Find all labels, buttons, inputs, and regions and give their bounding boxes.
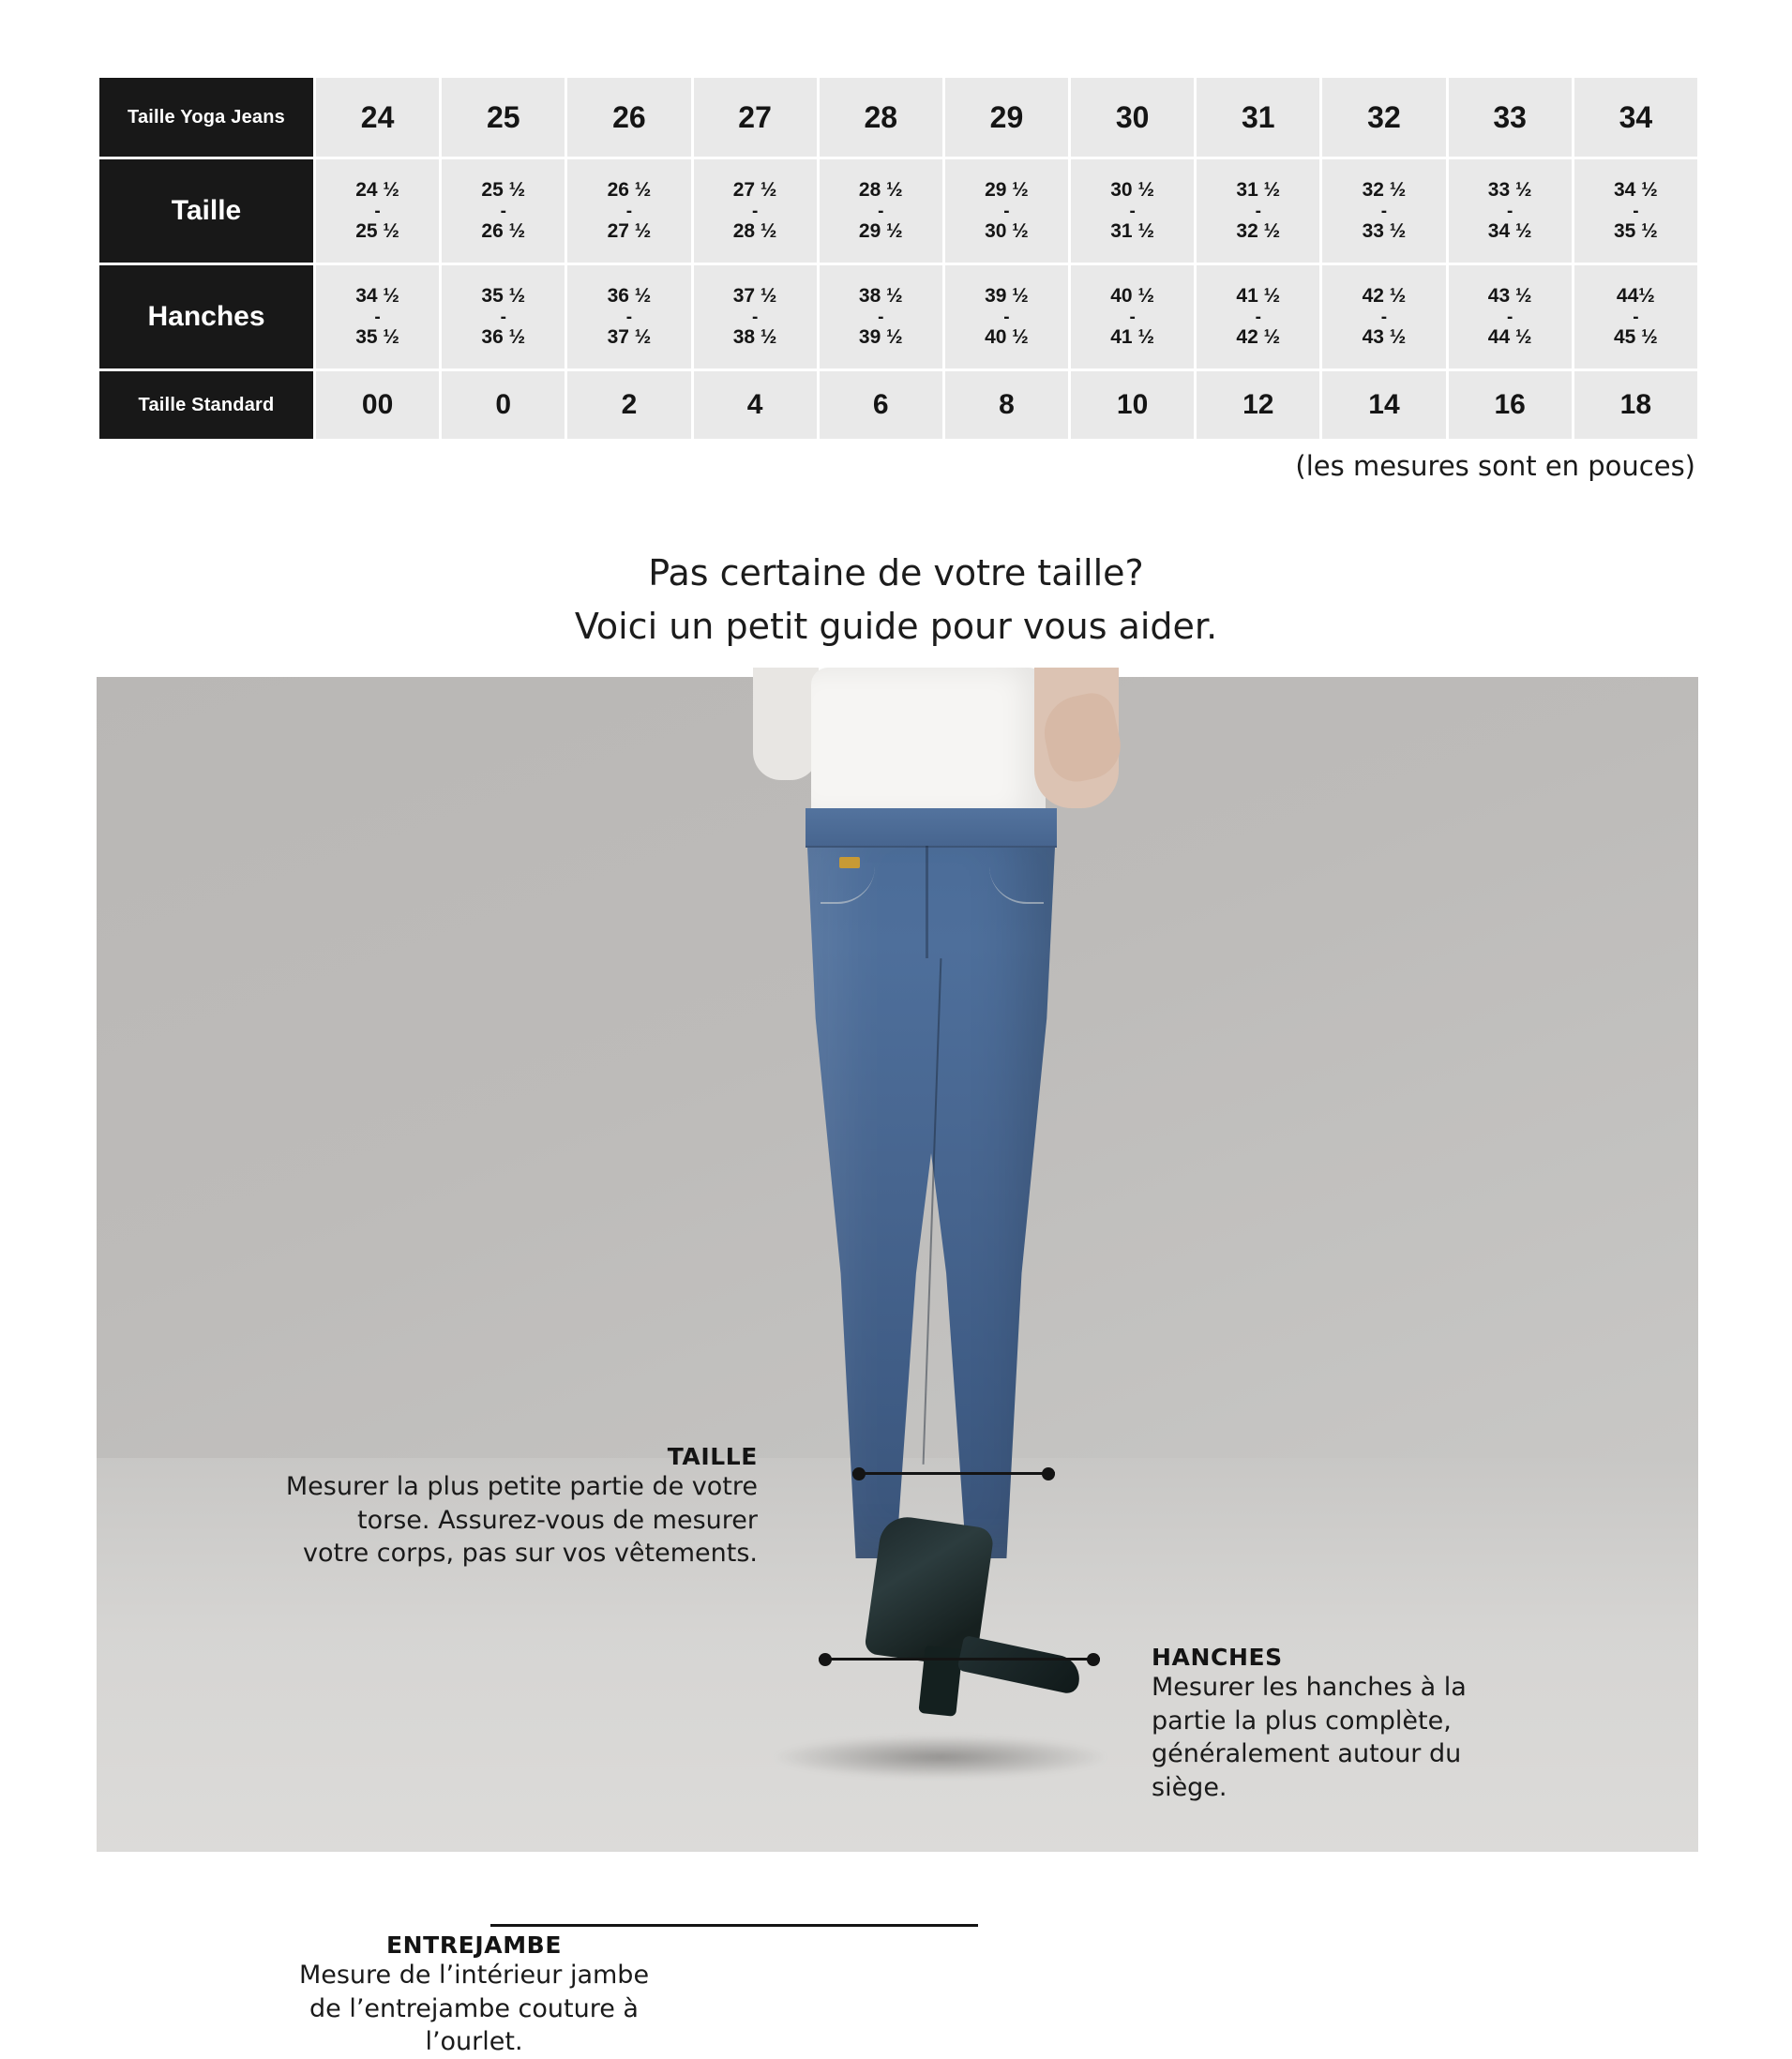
hips-min-9: 43 ½ <box>1487 285 1532 308</box>
annotation-waist-title: TAILLE <box>667 1443 758 1470</box>
cell-standard-9: 16 <box>1449 371 1572 439</box>
table-row-standard-size <box>99 371 1697 439</box>
cell-yoga-1: 25 <box>442 78 565 157</box>
guide-headline-line1: Pas certaine de votre taille? <box>648 552 1144 594</box>
cell-yoga-2: 26 <box>567 78 690 157</box>
cell-hips-10 <box>1574 265 1697 368</box>
annotation-inseam <box>284 1931 664 2059</box>
cell-yoga-8: 32 <box>1322 78 1445 157</box>
hips-max-1: 36 ½ <box>481 325 526 348</box>
range-dash: - <box>878 201 884 221</box>
range-dash: - <box>751 307 759 327</box>
cell-standard-5: 8 <box>945 371 1068 439</box>
cell-yoga-7: 31 <box>1197 78 1319 157</box>
jeans-fly <box>926 846 928 958</box>
jeans-brand-tag <box>839 857 860 868</box>
table-row-waist <box>99 159 1697 263</box>
range-dash: - <box>1506 201 1513 221</box>
hips-min-4: 38 ½ <box>858 285 903 308</box>
range-dash: - <box>1003 201 1010 221</box>
guide-headline <box>0 547 1792 654</box>
hips-min-6: 40 ½ <box>1110 285 1154 308</box>
range-dash: - <box>1129 307 1136 327</box>
cell-hips-6 <box>1071 265 1194 368</box>
range-dash: - <box>1129 201 1136 221</box>
model-jeans <box>806 808 1057 1558</box>
hips-max-6: 41 ½ <box>1110 325 1154 348</box>
cell-waist-8 <box>1322 159 1445 263</box>
cell-waist-6 <box>1071 159 1194 263</box>
hips-min-3: 37 ½ <box>732 285 777 308</box>
hips-min-5: 39 ½ <box>985 285 1029 308</box>
cell-standard-3: 4 <box>694 371 817 439</box>
waist-min-10: 34 ½ <box>1614 179 1658 202</box>
row-header-waist: Taille <box>99 159 313 263</box>
range-dash: - <box>1506 307 1513 327</box>
cell-yoga-6: 30 <box>1071 78 1194 157</box>
model-left-arm <box>753 668 819 780</box>
cell-standard-6: 10 <box>1071 371 1194 439</box>
range-dash: - <box>1003 307 1010 327</box>
annotation-hips-title: HANCHES <box>1152 1644 1283 1671</box>
range-dash: - <box>500 201 506 221</box>
cell-hips-8 <box>1322 265 1445 368</box>
table-row-yoga-sizes <box>99 78 1697 157</box>
waist-min-7: 31 ½ <box>1236 179 1281 202</box>
waist-line-dot-right <box>1042 1467 1055 1480</box>
cell-waist-3 <box>694 159 817 263</box>
range-dash: - <box>374 307 381 327</box>
waist-max-8: 33 ½ <box>1362 219 1407 242</box>
boot-heel <box>918 1646 962 1717</box>
annotation-inseam-title: ENTREJAMBE <box>385 1931 563 1959</box>
cell-waist-4 <box>820 159 942 263</box>
range-dash: - <box>1255 307 1261 327</box>
hips-min-7: 41 ½ <box>1236 285 1281 308</box>
cell-hips-1 <box>442 265 565 368</box>
waist-max-1: 26 ½ <box>481 219 526 242</box>
hips-min-8: 42 ½ <box>1362 285 1407 308</box>
range-dash: - <box>751 201 759 221</box>
size-chart-table <box>97 75 1700 442</box>
annotation-waist <box>284 1443 758 1571</box>
hips-max-5: 40 ½ <box>985 325 1029 348</box>
cell-hips-7 <box>1197 265 1319 368</box>
cell-yoga-4: 28 <box>820 78 942 157</box>
cell-hips-2 <box>567 265 690 368</box>
waist-max-0: 25 ½ <box>355 219 399 242</box>
hips-line <box>819 1658 1100 1661</box>
cell-yoga-3: 27 <box>694 78 817 157</box>
waist-max-6: 31 ½ <box>1110 219 1154 242</box>
waist-max-4: 29 ½ <box>858 219 903 242</box>
row-header-hips: Hanches <box>99 265 313 368</box>
cell-waist-7 <box>1197 159 1319 263</box>
hips-min-0: 34 ½ <box>355 285 399 308</box>
inseam-line <box>490 1924 978 1927</box>
hips-max-10: 45 ½ <box>1614 325 1658 348</box>
cell-standard-10: 18 <box>1574 371 1697 439</box>
range-dash: - <box>625 307 633 327</box>
cell-waist-10 <box>1574 159 1697 263</box>
cell-hips-3 <box>694 265 817 368</box>
hips-min-10: 44½ <box>1616 285 1655 308</box>
cell-waist-9 <box>1449 159 1572 263</box>
measurement-guide-photo <box>97 677 1698 2057</box>
row-header-standard-size: Taille Standard <box>99 371 313 439</box>
waist-max-2: 27 ½ <box>607 219 652 242</box>
waist-min-1: 25 ½ <box>481 179 526 202</box>
cell-standard-0: 00 <box>316 371 439 439</box>
annotation-hips-description: Mesurer les hanches à la partie la plus complète, généralement autour du siège. <box>1152 1673 1467 1802</box>
range-dash: - <box>1633 307 1639 327</box>
hips-max-8: 43 ½ <box>1362 325 1407 348</box>
waist-min-5: 29 ½ <box>985 179 1029 202</box>
cell-yoga-10: 34 <box>1574 78 1697 157</box>
range-dash: - <box>878 307 884 327</box>
range-dash: - <box>1255 201 1261 221</box>
waist-min-0: 24 ½ <box>355 179 399 202</box>
waist-min-3: 27 ½ <box>732 179 777 202</box>
cell-yoga-9: 33 <box>1449 78 1572 157</box>
cell-hips-0 <box>316 265 439 368</box>
table-row-hips <box>99 265 1697 368</box>
row-header-yoga-jeans-size: Taille Yoga Jeans <box>99 78 313 157</box>
cell-standard-4: 6 <box>820 371 942 439</box>
range-dash: - <box>625 201 633 221</box>
cell-hips-9 <box>1449 265 1572 368</box>
cell-waist-2 <box>567 159 690 263</box>
hips-max-3: 38 ½ <box>732 325 777 348</box>
annotation-inseam-description: Mesure de l’intérieur jambe de l’entrejambe couture à l’ourlet. <box>298 1961 650 2057</box>
waist-max-3: 28 ½ <box>732 219 777 242</box>
range-dash: - <box>1633 201 1639 221</box>
boot-toe <box>956 1635 1083 1695</box>
jeans-waistband <box>806 808 1057 848</box>
annotation-waist-description: Mesurer la plus petite partie de votre torse. Assurez-vous de mesurer votre corps, pas sur vos vêtements. <box>285 1472 758 1569</box>
cell-hips-5 <box>945 265 1068 368</box>
cell-waist-0 <box>316 159 439 263</box>
cell-standard-2: 2 <box>567 371 690 439</box>
range-dash: - <box>1380 307 1388 327</box>
waist-min-2: 26 ½ <box>607 179 652 202</box>
hips-max-4: 39 ½ <box>858 325 903 348</box>
hips-min-2: 36 ½ <box>607 285 652 308</box>
cell-yoga-5: 29 <box>945 78 1068 157</box>
hips-max-0: 35 ½ <box>355 325 399 348</box>
cell-standard-8: 14 <box>1322 371 1445 439</box>
waist-max-9: 34 ½ <box>1487 219 1532 242</box>
units-note: (les mesures sont en pouces) <box>1295 450 1695 482</box>
waist-min-9: 33 ½ <box>1487 179 1532 202</box>
size-chart-table-wrapper <box>97 75 1700 442</box>
hips-max-9: 44 ½ <box>1487 325 1532 348</box>
waist-min-4: 28 ½ <box>858 179 903 202</box>
waist-min-6: 30 ½ <box>1110 179 1154 202</box>
hips-max-2: 37 ½ <box>607 325 652 348</box>
cell-standard-7: 12 <box>1197 371 1319 439</box>
range-dash: - <box>500 307 506 327</box>
hips-max-7: 42 ½ <box>1236 325 1281 348</box>
range-dash: - <box>1380 201 1388 221</box>
cell-waist-5 <box>945 159 1068 263</box>
waist-max-5: 30 ½ <box>985 219 1029 242</box>
waist-line-dot-left <box>852 1467 866 1480</box>
cell-hips-4 <box>820 265 942 368</box>
guide-headline-line2: Voici un petit guide pour vous aider. <box>574 606 1218 647</box>
hips-min-1: 35 ½ <box>481 285 526 308</box>
hips-line-dot-left <box>819 1653 832 1666</box>
model-tshirt <box>811 668 1046 818</box>
cell-yoga-0: 24 <box>316 78 439 157</box>
cell-standard-1: 0 <box>442 371 565 439</box>
cell-waist-1 <box>442 159 565 263</box>
hips-line-dot-right <box>1087 1653 1100 1666</box>
range-dash: - <box>374 201 381 221</box>
waist-line <box>852 1472 1055 1475</box>
waist-max-7: 32 ½ <box>1236 219 1281 242</box>
waist-min-8: 32 ½ <box>1362 179 1407 202</box>
annotation-hips <box>1152 1644 1527 1805</box>
waist-max-10: 35 ½ <box>1614 219 1658 242</box>
